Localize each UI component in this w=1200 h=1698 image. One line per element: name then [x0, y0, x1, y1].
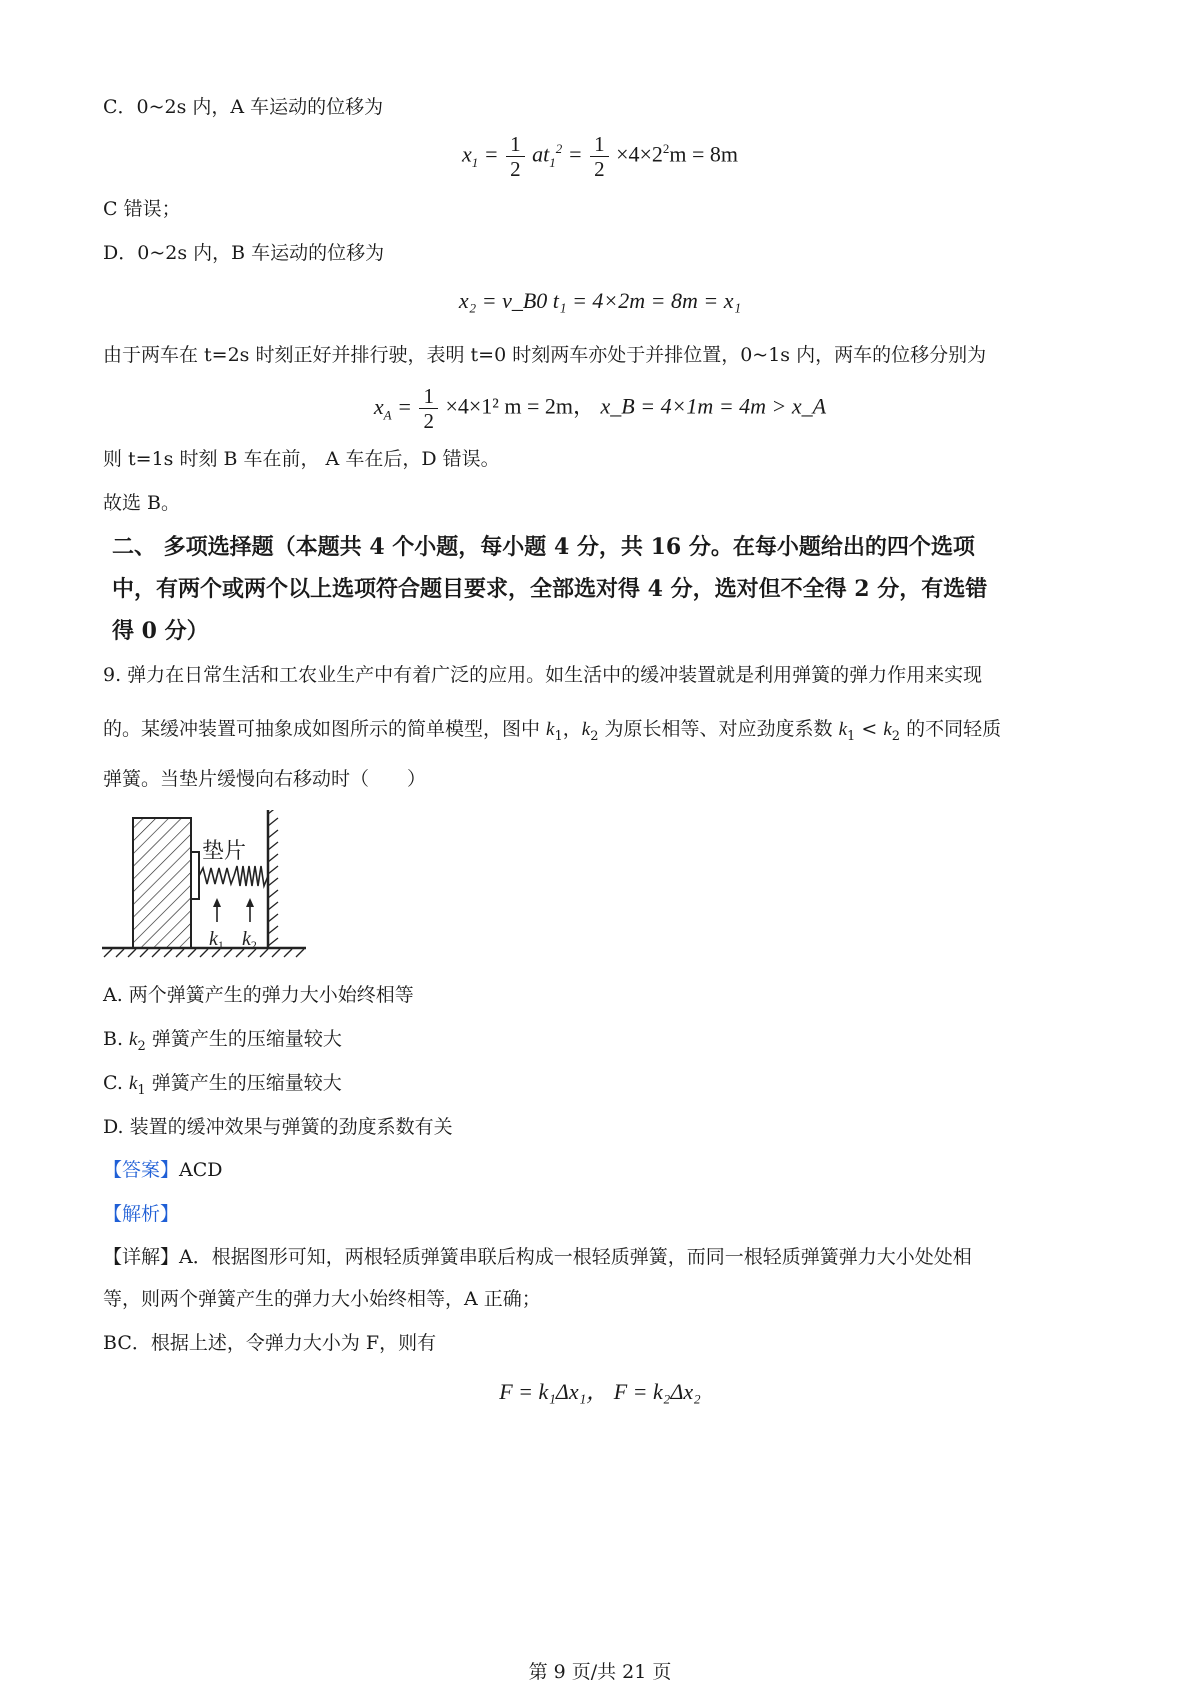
option-d-text: D．0~2s 内，B 车运动的位移为	[103, 242, 385, 264]
spring-k2	[234, 866, 268, 886]
option-c: C. $k_1$ 弹簧产生的压缩量较大	[103, 1072, 342, 1098]
answer-value: ACD	[179, 1159, 223, 1181]
detail-line3: BC．根据上述，令弹力大小为 F，则有	[103, 1332, 437, 1354]
block	[133, 818, 191, 948]
option-a: A. 两个弹簧产生的弹力大小始终相等	[103, 984, 414, 1006]
question9-stem-line3: 弹簧。当垫片缓慢向右移动时（ ）	[103, 768, 427, 790]
ground-hatch	[104, 949, 304, 957]
answer-tag: 【答案】	[103, 1159, 180, 1181]
detail-line1: 【详解】A．根据图形可知，两根轻质弹簧串联后构成一根轻质弹簧，而同一根轻质弹簧弹力大小处处相	[103, 1246, 972, 1268]
section2-heading-line2: 中，有两个或两个以上选项符合题目要求，全部选对得 4 分，选对但不全得 2 分，有选错	[112, 576, 988, 602]
spring-buffer-figure	[100, 810, 310, 970]
arrow-k1	[213, 898, 221, 907]
section2-heading-line3: 得 0 分）	[112, 618, 209, 644]
analysis-tag: 【解析】	[103, 1203, 180, 1225]
c-wrong-text: C 错误；	[103, 198, 181, 220]
pad	[191, 852, 199, 899]
label-pad: 垫片	[202, 839, 247, 864]
label-k1: $k_1$	[209, 928, 224, 952]
choose-text: 故选 B。	[103, 492, 181, 514]
section2-heading-line1: 二、 多项选择题（本题共 4 个小题，每小题 4 分，共 16 分。在每小题给出的四个选项	[112, 534, 975, 560]
option-c-text: C．0~2s 内，A 车运动的位移为	[103, 96, 384, 118]
reason-text: 由于两车在 t=2s 时刻正好并排行驶，表明 t=0 时刻两车亦处于并排位置，0~1s 内，两车的位移分别为	[103, 344, 987, 366]
label-k2: $k_2$	[242, 928, 257, 952]
equation-force: F = k₁Δx₁， F = k₂Δx₂	[499, 1379, 701, 1404]
question9-stem-line1: 9. 弹力在日常生活和工农业生产中有着广泛的应用。如生活中的缓冲装置就是利用弹簧的弹力作用来实现	[103, 664, 983, 686]
arrow-k2	[246, 898, 254, 907]
equation-xa-xb: $x_A$ = $\frac{1}{2}$ ×4×1² m = 2m， x_B = 4×1m = 4m > x_A	[373, 384, 827, 433]
conclusion-text: 则 t=1s 时刻 B 车在前， A 车在后，D 错误。	[103, 448, 500, 470]
spring-k1	[199, 868, 234, 884]
right-wall-hatch	[268, 810, 278, 946]
option-b: B. $k_2$ 弹簧产生的压缩量较大	[103, 1028, 342, 1054]
answer-line	[103, 1157, 223, 1183]
page-footer: 第 9 页/共 21 页	[528, 1661, 672, 1683]
detail-line2: 等，则两个弹簧产生的弹力大小始终相等，A 正确；	[103, 1288, 541, 1310]
question9-stem-line2: 的。某缓冲装置可抽象成如图所示的简单模型，图中 $k_1$，$k_2$ 为原长相等、对应劲度系数 $k_1 < k_2$ 的不同轻质	[103, 718, 1002, 744]
equation-x1: $x_1$ = $\frac{1}{2}$ $at_1^2$ = $\frac{1}{2}$ $\times 4\times 2^2m = 8m$	[461, 132, 739, 181]
equation-x2: x₂ = v_B0 t₁ = 4×2m = 8m = x₁	[458, 288, 742, 313]
option-d: D. 装置的缓冲效果与弹簧的劲度系数有关	[103, 1116, 453, 1138]
